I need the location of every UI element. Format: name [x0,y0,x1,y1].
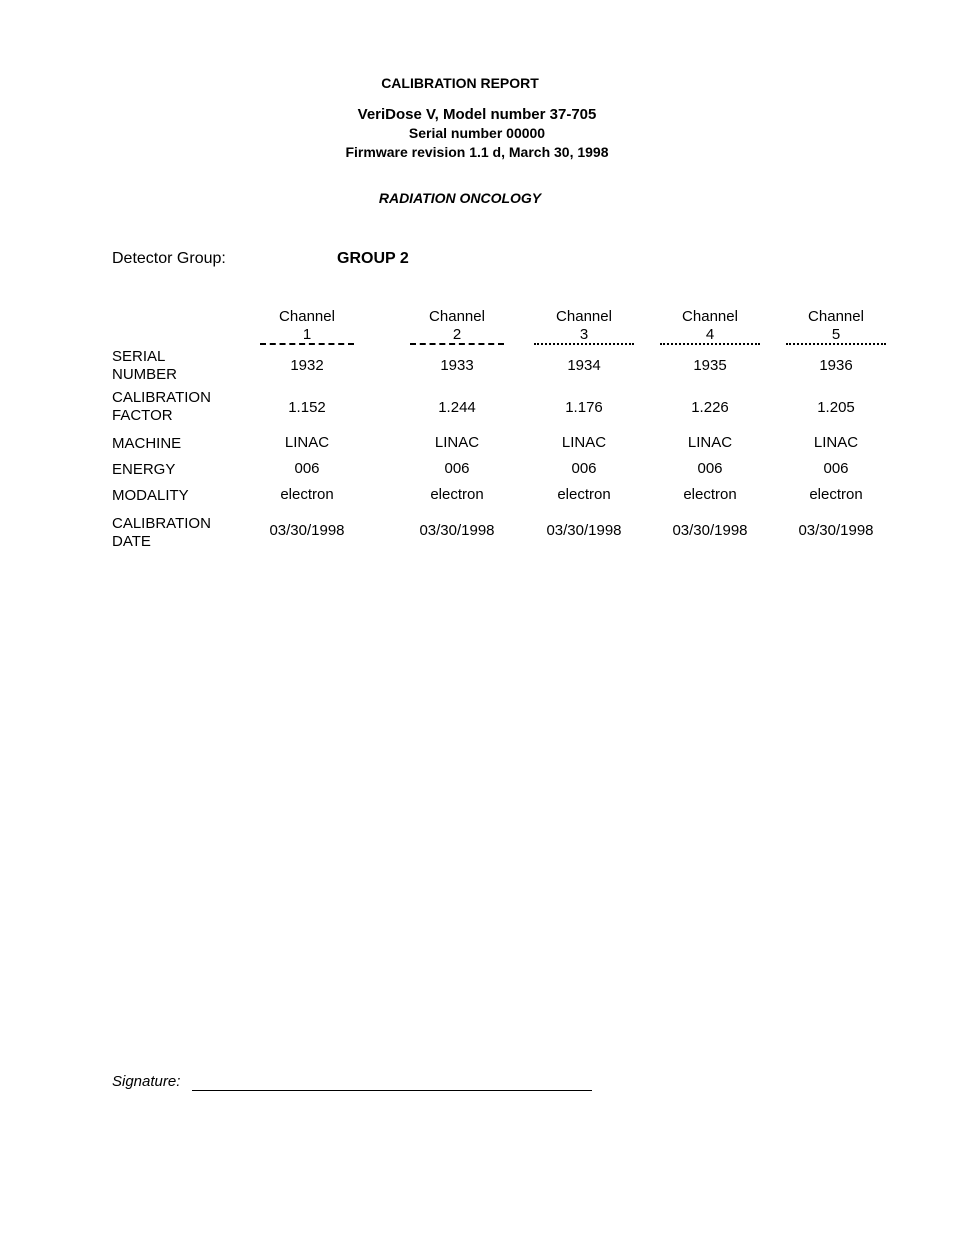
calibration-table [112,308,888,553]
machine-cell: LINAC [434,433,480,451]
detector-group-value: GROUP 2 [337,250,409,267]
date-cell: 03/30/1998 [798,521,874,539]
channel-number: 1 [260,326,354,345]
channel-word: Channel [808,308,864,325]
channel-number: 2 [410,326,504,345]
factor-cell: 1.152 [288,398,326,416]
serial-cell: 1934 [567,356,601,374]
machine-row [112,429,888,455]
channel-header-2 [382,308,532,345]
device-model-line: VeriDose V, Model number 37-705 [357,106,597,123]
factor-cell: 1.205 [817,398,855,416]
channel-word: Channel [429,308,485,325]
modality-cell: electron [430,485,484,503]
row-label-line: NUMBER [112,366,178,383]
date-cell: 03/30/1998 [269,521,345,539]
row-label-line: CALIBRATION [112,515,211,532]
row-label-modality: MODALITY [112,487,189,504]
channel-header-4 [636,308,784,345]
channel-header-1 [232,308,382,345]
factor-cell: 1.244 [438,398,476,416]
serial-cell: 1935 [693,356,727,374]
channel-header-5 [784,308,888,345]
energy-row [112,455,888,481]
channel-header-3 [532,308,636,345]
device-info [0,105,954,162]
calibration-factor-row [112,385,888,429]
report-title: CALIBRATION REPORT [381,75,539,91]
channel-number: 5 [786,326,886,345]
machine-cell: LINAC [561,433,607,451]
modality-cell: electron [280,485,334,503]
calibration-date-row [112,507,888,553]
machine-cell: LINAC [284,433,330,451]
detector-group-label: Detector Group: [112,250,226,267]
energy-cell: 006 [697,459,723,477]
row-label-line: CALIBRATION [112,389,211,406]
row-label-calibration-factor [112,385,232,429]
modality-cell: electron [809,485,863,503]
channel-header-row [112,308,888,345]
row-label-machine: MACHINE [112,435,182,452]
energy-cell: 006 [571,459,597,477]
modality-row [112,481,888,507]
signature-label: Signature: [112,1073,181,1090]
signature-line[interactable] [192,1090,592,1091]
firmware-line: Firmware revision 1.1 d, March 30, 1998 [345,144,609,160]
row-label-energy: ENERGY [112,461,176,478]
modality-cell: electron [683,485,737,503]
modality-cell: electron [557,485,611,503]
date-cell: 03/30/1998 [546,521,622,539]
energy-cell: 006 [823,459,849,477]
machine-cell: LINAC [813,433,859,451]
factor-cell: 1.226 [691,398,729,416]
row-label-line: FACTOR [112,407,173,424]
department-heading: RADIATION ONCOLOGY [378,190,542,206]
serial-cell: 1936 [819,356,853,374]
serial-cell: 1933 [440,356,474,374]
serial-cell: 1932 [290,356,324,374]
date-cell: 03/30/1998 [672,521,748,539]
serial-number-row [112,345,888,385]
channel-number: 3 [534,326,634,345]
channel-word: Channel [279,308,335,325]
row-label-line: DATE [112,533,151,550]
device-serial-line: Serial number 00000 [408,125,546,141]
channel-word: Channel [556,308,612,325]
date-cell: 03/30/1998 [419,521,495,539]
factor-cell: 1.176 [565,398,603,416]
energy-cell: 006 [444,459,470,477]
channel-word: Channel [682,308,738,325]
energy-cell: 006 [294,459,320,477]
row-label-serial [112,345,232,385]
row-label-calibration-date [112,507,232,553]
row-label-line: SERIAL [112,348,166,365]
header-spacer [112,308,232,345]
channel-number: 4 [660,326,760,345]
machine-cell: LINAC [687,433,733,451]
